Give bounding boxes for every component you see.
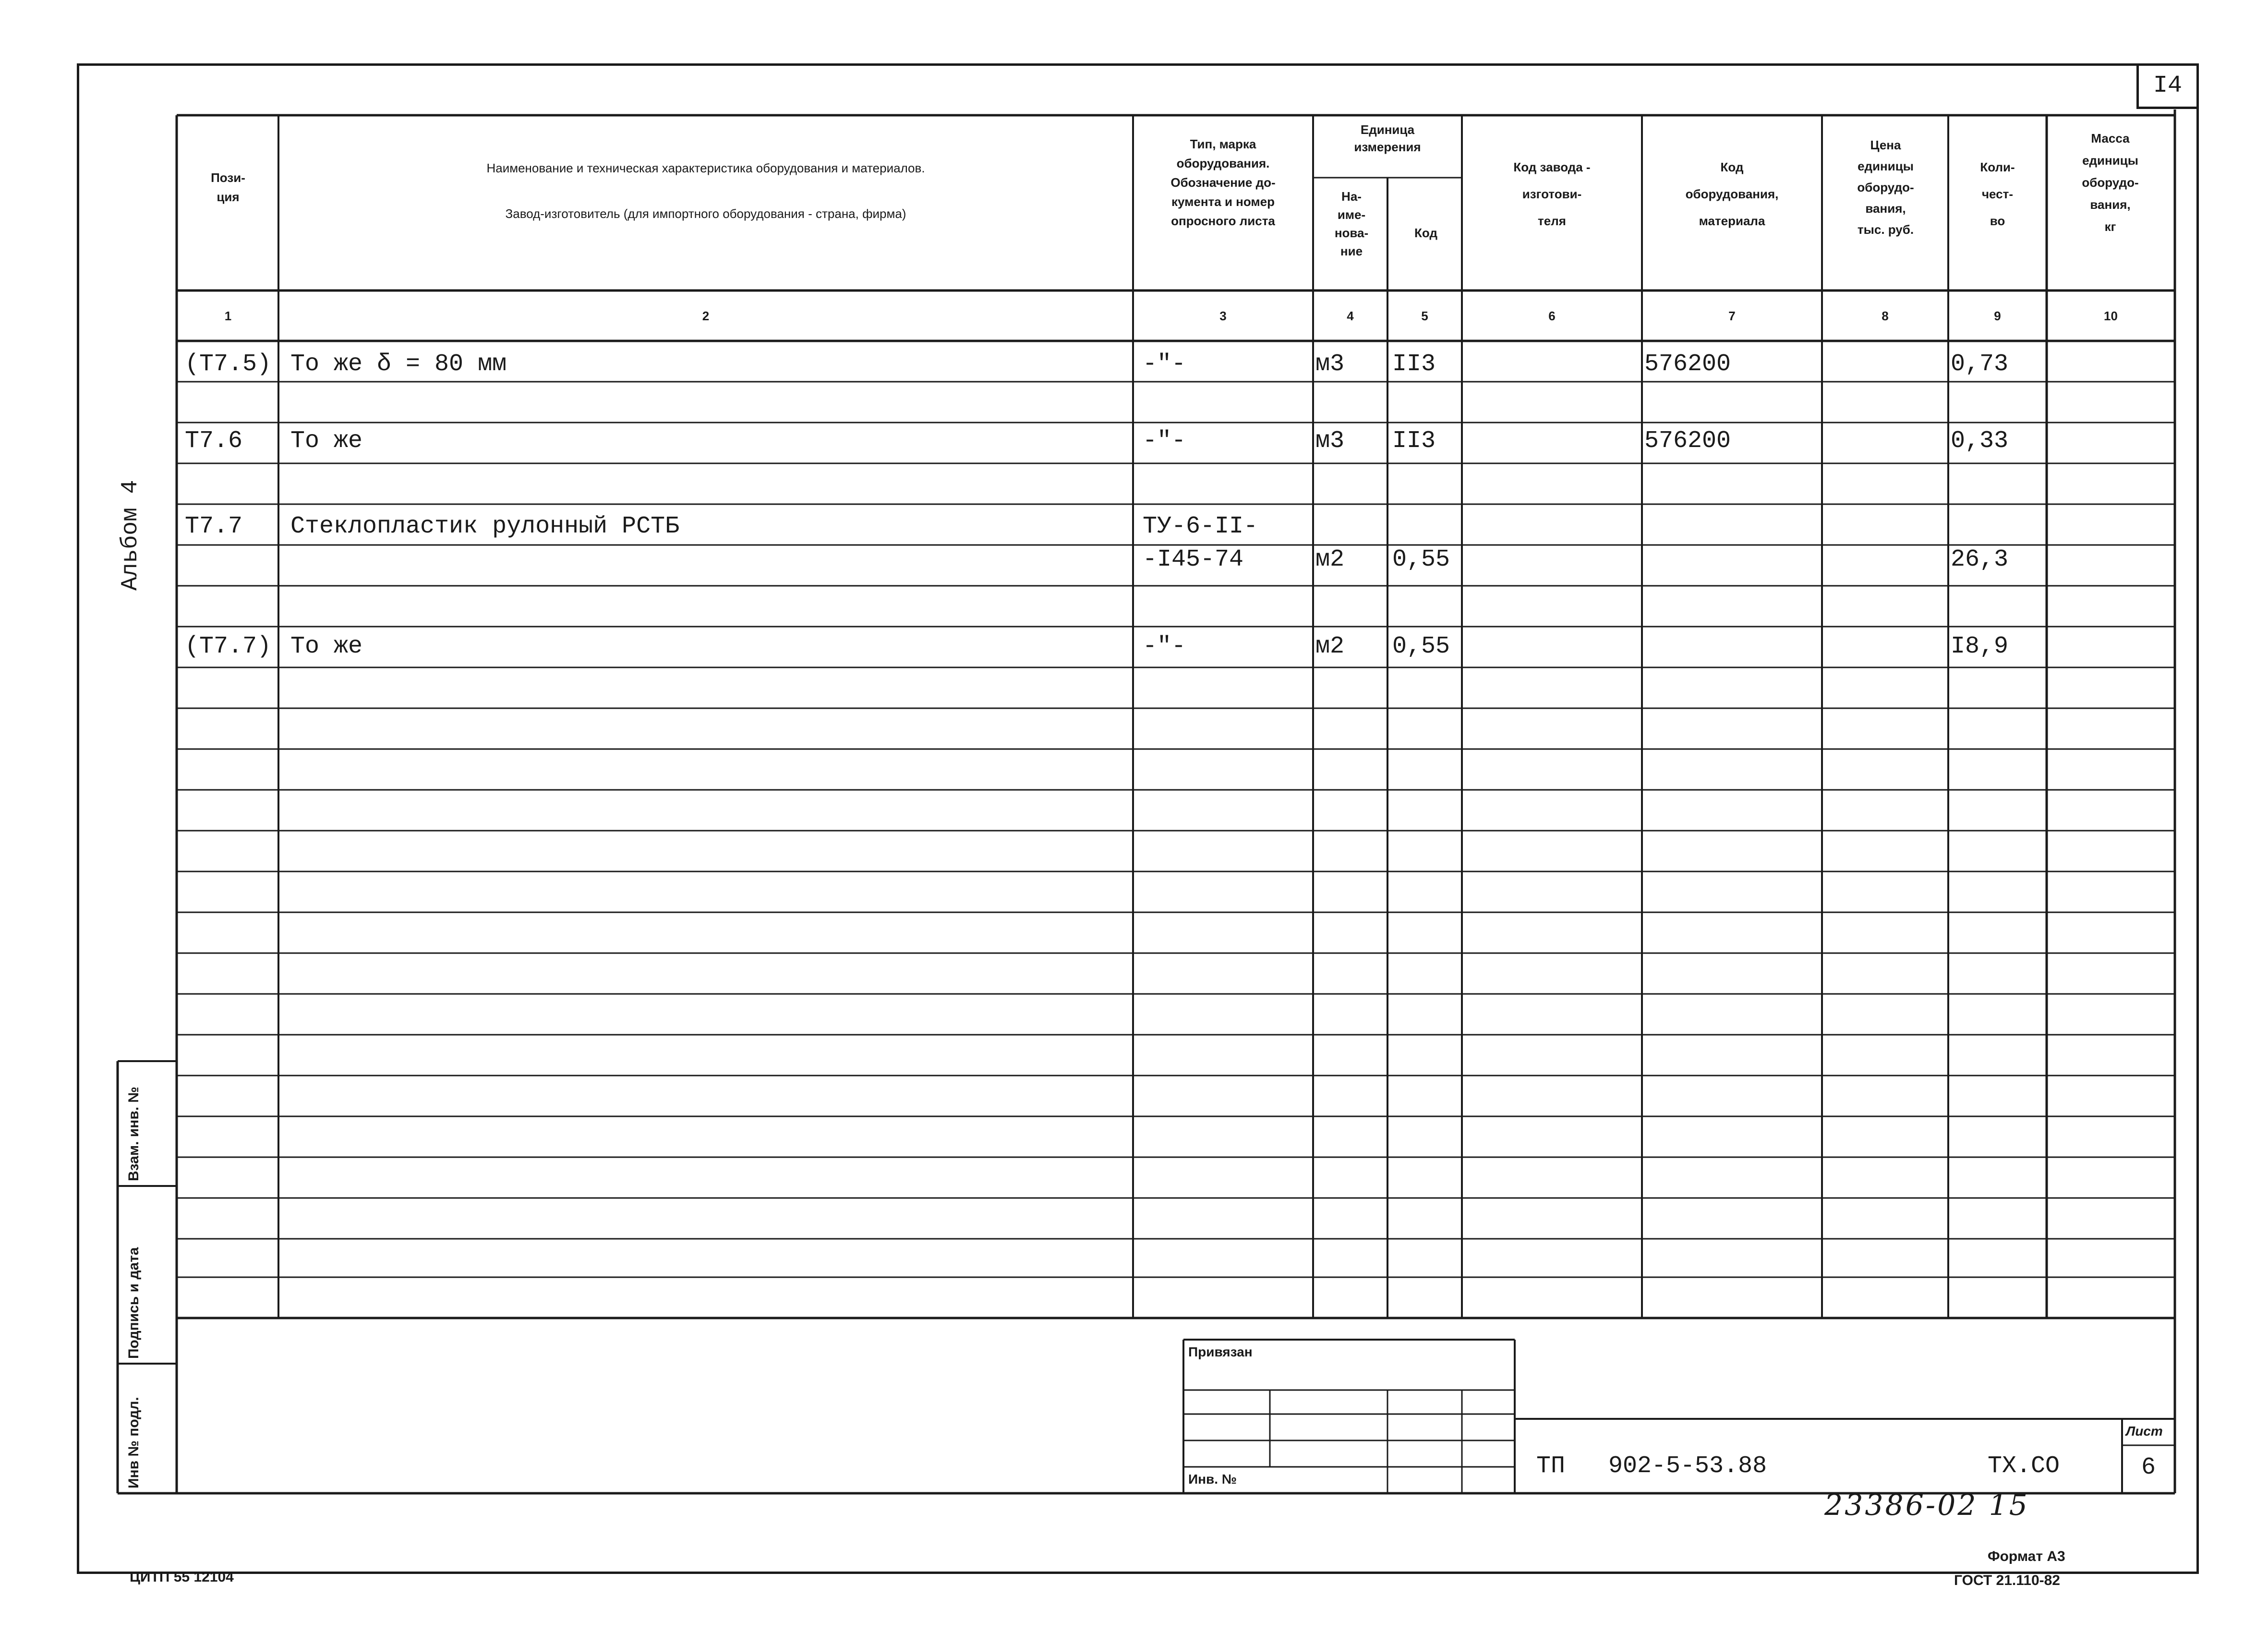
row-unit: м3	[1315, 427, 1345, 455]
header-position: Пози- ция	[211, 170, 245, 204]
stamp-document-code: ТП 902-5-53.88	[1536, 1452, 1767, 1480]
col-number: 5	[1421, 309, 1428, 323]
col-number: 8	[1882, 309, 1889, 323]
stamp-sheet-label: Лист	[2126, 1424, 2163, 1439]
row-type: ТУ-6-II-	[1143, 513, 1258, 540]
row-type: -"-	[1143, 427, 1186, 455]
footer-format: Формат А3	[1988, 1548, 2065, 1564]
col-number: 3	[1219, 309, 1227, 323]
row-unit-code: 0,55	[1392, 633, 1450, 660]
stamp-inv-number-label: Инв. №	[1188, 1472, 1237, 1487]
margin-signature-date: Подпись и дата	[126, 1247, 142, 1359]
col-number: 7	[1728, 309, 1736, 323]
row-name: То же δ = 80 мм	[290, 351, 507, 378]
row-equipment-code: 576200	[1644, 351, 1731, 378]
row-unit-code: II3	[1392, 427, 1436, 455]
row-unit: м3	[1315, 351, 1345, 378]
header-name-line1: Наименование и техническая характеристика оборудования и материалов.	[486, 161, 925, 175]
row-unit: м2	[1315, 546, 1345, 573]
row-unit-code: 0,55	[1392, 546, 1450, 573]
footer-print-code: ЦИТП 55 12104	[130, 1569, 234, 1585]
row-type-cont: -I45-74	[1143, 546, 1244, 573]
col-number: 4	[1347, 309, 1354, 323]
margin-inv-orig: Инв № подл.	[126, 1397, 142, 1488]
col-number: 10	[2104, 309, 2118, 323]
stamp-document-mark: ТХ.СО	[1988, 1452, 2060, 1480]
row-name: То же	[290, 427, 363, 455]
footer-gost: ГОСТ 21.110-82	[1954, 1572, 2060, 1588]
header-unit-name: На- име- нова- ние	[1334, 189, 1369, 258]
sheet-corner-number: I4	[2153, 72, 2183, 99]
col-number: 6	[1548, 309, 1556, 323]
row-quantity: 0,73	[1951, 351, 2009, 378]
row-position: T7.7	[185, 513, 243, 540]
header-mass: Масса единицы оборудо- вания, кг	[2082, 131, 2139, 234]
header-quantity: Коли- чест- во	[1980, 160, 2015, 228]
row-position: (T7.5)	[185, 351, 272, 378]
header-equipment-code: Код оборудования, материала	[1685, 160, 1779, 228]
row-unit-code: II3	[1392, 351, 1436, 378]
header-factory-code: Код завода - изготови- теля	[1513, 160, 1591, 228]
row-quantity: I8,9	[1951, 633, 2009, 660]
margin-replaced-inv: Взам. инв. №	[126, 1087, 142, 1181]
header-unit-group: Единица измерения	[1354, 122, 1421, 154]
row-type: -"-	[1143, 351, 1186, 378]
row-position: (T7.7)	[185, 633, 272, 660]
header-unit-code: Код	[1414, 226, 1437, 240]
handwritten-archive-number: 23386-02 15	[1824, 1488, 2029, 1522]
col-number: 2	[702, 309, 710, 323]
row-unit: м2	[1315, 633, 1345, 660]
row-name: То же	[290, 633, 363, 660]
row-name: Стеклопластик рулонный РСТБ	[290, 513, 680, 540]
row-quantity: 26,3	[1951, 546, 2009, 573]
header-type: Тип, марка оборудования. Обозначение до- кумента и номер опросного листа	[1170, 137, 1276, 228]
col-number: 1	[224, 309, 232, 323]
col-number: 9	[1994, 309, 2001, 323]
stamp-sheet-number: 6	[2141, 1454, 2156, 1481]
row-position: T7.6	[185, 427, 243, 455]
row-type: -"-	[1143, 633, 1186, 660]
stamp-bound-label: Привязан	[1188, 1344, 1253, 1359]
header-name-line2: Завод-изготовитель (для импортного оборудования - страна, фирма)	[505, 206, 906, 221]
header-price: Цена единицы оборудо- вания, тыс. руб.	[1857, 138, 1914, 237]
album-label: Альбом 4	[118, 480, 144, 591]
row-quantity: 0,33	[1951, 427, 2009, 455]
row-equipment-code: 576200	[1644, 427, 1731, 455]
